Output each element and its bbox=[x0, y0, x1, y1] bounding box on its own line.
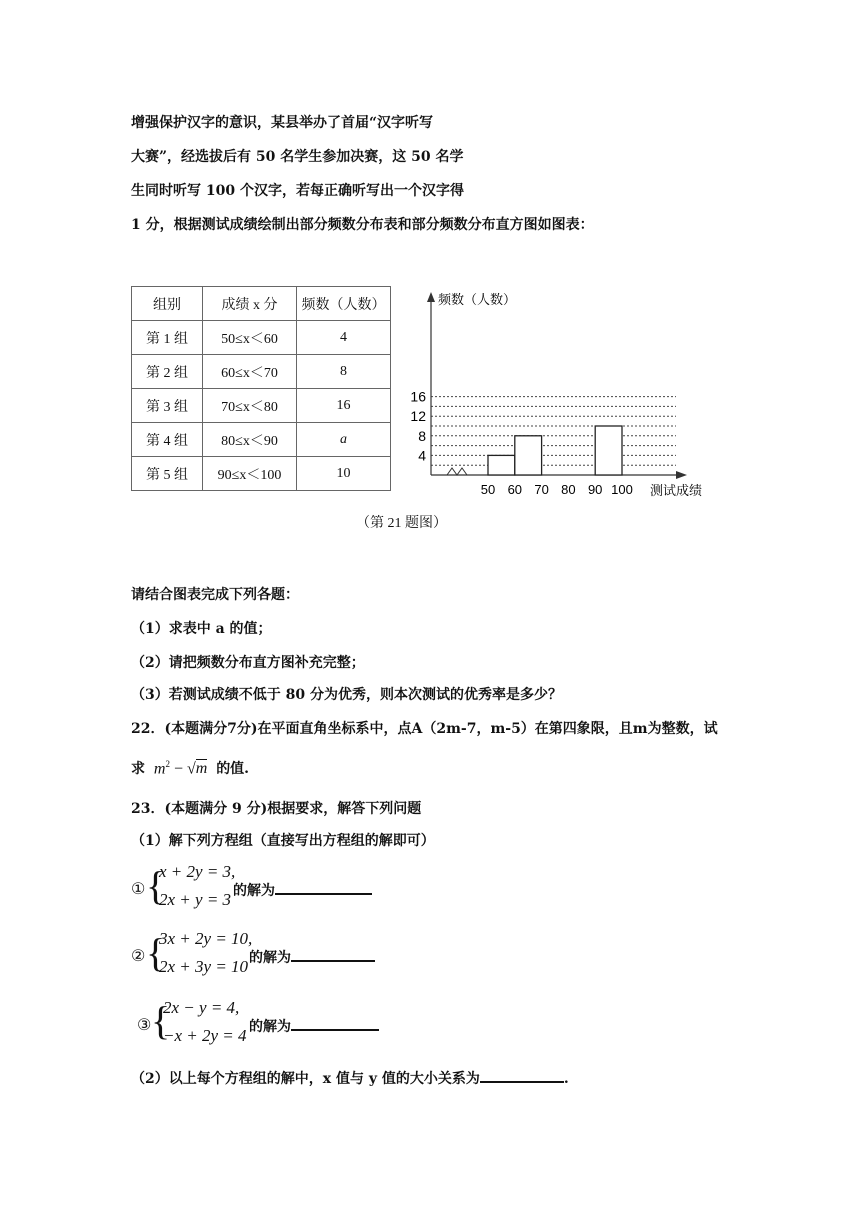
header-frequency: 频数（人数） bbox=[297, 287, 391, 321]
intro-line-4: 1 分，根据测试成绩绘制出部分频数分布表和部分频数分布直方图如图表： bbox=[131, 217, 594, 233]
system-1-equation-2: 2x + y = 3 bbox=[159, 890, 232, 909]
cell-frequency: 8 bbox=[297, 355, 391, 389]
cell-frequency: 16 bbox=[297, 389, 391, 423]
cell-range: 50≤x＜60 bbox=[203, 321, 297, 355]
cell-frequency: a bbox=[297, 423, 391, 457]
system-2-equation-2: 2x + 3y = 10 bbox=[159, 957, 249, 976]
x-tick-label: 80 bbox=[561, 482, 576, 497]
system-2-answer-blank[interactable] bbox=[291, 960, 375, 962]
histogram-grid bbox=[431, 397, 676, 466]
cell-group: 第 1 组 bbox=[132, 321, 203, 355]
system-1-answer-blank[interactable] bbox=[275, 893, 372, 895]
x-axis-arrow bbox=[676, 471, 687, 479]
axis-break-zigzag bbox=[447, 468, 467, 475]
system-1-brace: { bbox=[146, 863, 166, 908]
histogram-bar bbox=[515, 436, 542, 475]
system-3-marker: ③ bbox=[137, 1015, 152, 1034]
q22-suffix: 的值. bbox=[216, 761, 250, 777]
histogram-labels bbox=[410, 292, 702, 499]
intro-line-1: 增强保护汉字的意识，某县举办了首届“汉字听写 bbox=[131, 115, 434, 131]
cell-group: 第 5 组 bbox=[132, 457, 203, 491]
table-row bbox=[132, 355, 391, 389]
table-row bbox=[132, 389, 391, 423]
header-group: 组别 bbox=[132, 287, 203, 321]
question-prompt: 请结合图表完成下列各题： bbox=[131, 587, 299, 603]
cell-range: 60≤x＜70 bbox=[203, 355, 297, 389]
cell-range: 90≤x＜100 bbox=[203, 457, 297, 491]
question-23-part-2-end: . bbox=[563, 1071, 569, 1087]
histogram-bar bbox=[595, 426, 622, 475]
intro-line-2: 大赛”，经选拔后有 50 名学生参加决赛，这 50 名学 bbox=[131, 149, 464, 165]
question-23-part-2-text: （2）以上每个方程组的解中，x 值与 y 值的大小关系为 bbox=[131, 1071, 480, 1087]
question-3: （3）若测试成绩不低于 80 分为优秀，则本次测试的优秀率是多少？ bbox=[131, 687, 562, 703]
question-1: （1）求表中 a 的值； bbox=[131, 621, 272, 637]
table-row bbox=[132, 457, 391, 491]
x-tick-label: 60 bbox=[507, 482, 523, 497]
system-2-marker: ② bbox=[131, 946, 146, 965]
system-2-brace: { bbox=[146, 930, 166, 975]
solution-label: 的解为 bbox=[249, 950, 291, 966]
table-row bbox=[132, 423, 391, 457]
x-tick-label: 50 bbox=[480, 482, 496, 497]
q22-prefix: 求 bbox=[131, 761, 145, 777]
x-tick-label: 70 bbox=[534, 482, 549, 497]
system-2-equation-1: 3x + 2y = 10, bbox=[159, 929, 253, 948]
cell-range: 70≤x＜80 bbox=[203, 389, 297, 423]
table-row bbox=[132, 321, 391, 355]
y-tick-label: 4 bbox=[418, 447, 426, 464]
histogram-axes bbox=[427, 292, 687, 479]
cell-frequency: 10 bbox=[297, 457, 391, 491]
header-score: 成绩 x 分 bbox=[203, 287, 297, 321]
y-axis-arrow bbox=[427, 292, 435, 302]
cell-range: 80≤x＜90 bbox=[203, 423, 297, 457]
y-tick-label: 8 bbox=[418, 427, 426, 444]
question-23: 23．(本题满分 9 分)根据要求，解答下列问题 bbox=[131, 801, 422, 817]
math-expression-m2-minus-sqrt-m: $m^2 - √m$ bbox=[153, 758, 208, 777]
question-23-part-2 bbox=[131, 1068, 569, 1088]
intro-line-3: 生同时听写 100 个汉字，若每正确听写出一个汉字得 bbox=[131, 183, 464, 199]
system-2-solution bbox=[249, 947, 375, 967]
relation-answer-blank[interactable] bbox=[480, 1081, 564, 1083]
histogram-bar bbox=[488, 455, 515, 475]
system-1-solution bbox=[233, 880, 372, 900]
question-2: （2）请把频数分布直方图补充完整； bbox=[131, 655, 365, 671]
y-axis-label: 频数（人数） bbox=[438, 293, 517, 308]
x-tick-label: 90 bbox=[587, 482, 603, 497]
frequency-histogram bbox=[398, 284, 718, 506]
question-22-line-1: 22．(本题满分7分)在平面直角坐标系中，点A（2m-7，m-5）在第四象限，且m为整数，试 bbox=[131, 721, 718, 737]
system-3-equation-2: −x + 2y = 4 bbox=[163, 1026, 247, 1045]
x-tick-label: 100 bbox=[611, 482, 633, 497]
system-1-marker: ① bbox=[131, 879, 146, 898]
system-3-equation-1: 2x − y = 4, bbox=[163, 998, 240, 1017]
y-tick-label: 16 bbox=[410, 388, 426, 405]
solution-label: 的解为 bbox=[249, 1019, 291, 1035]
system-3-solution bbox=[249, 1016, 379, 1036]
cell-group: 第 3 组 bbox=[132, 389, 203, 423]
table-header-row bbox=[132, 287, 391, 321]
question-23-part-1: （1）解下列方程组（直接写出方程组的解即可） bbox=[131, 833, 435, 849]
x-axis-label: 测试成绩 bbox=[650, 484, 703, 499]
system-3-brace: { bbox=[151, 998, 171, 1043]
system-3-answer-blank[interactable] bbox=[291, 1029, 379, 1031]
figure-caption: （第 21 题图） bbox=[356, 516, 447, 531]
cell-frequency: 4 bbox=[297, 321, 391, 355]
question-22-line-2 bbox=[131, 758, 249, 778]
cell-group: 第 4 组 bbox=[132, 423, 203, 457]
histogram-bars bbox=[488, 426, 622, 475]
solution-label: 的解为 bbox=[233, 883, 275, 899]
system-1-equation-1: x + 2y = 3, bbox=[159, 862, 236, 881]
y-tick-label: 12 bbox=[410, 408, 426, 425]
cell-group: 第 2 组 bbox=[132, 355, 203, 389]
frequency-table bbox=[131, 286, 391, 491]
